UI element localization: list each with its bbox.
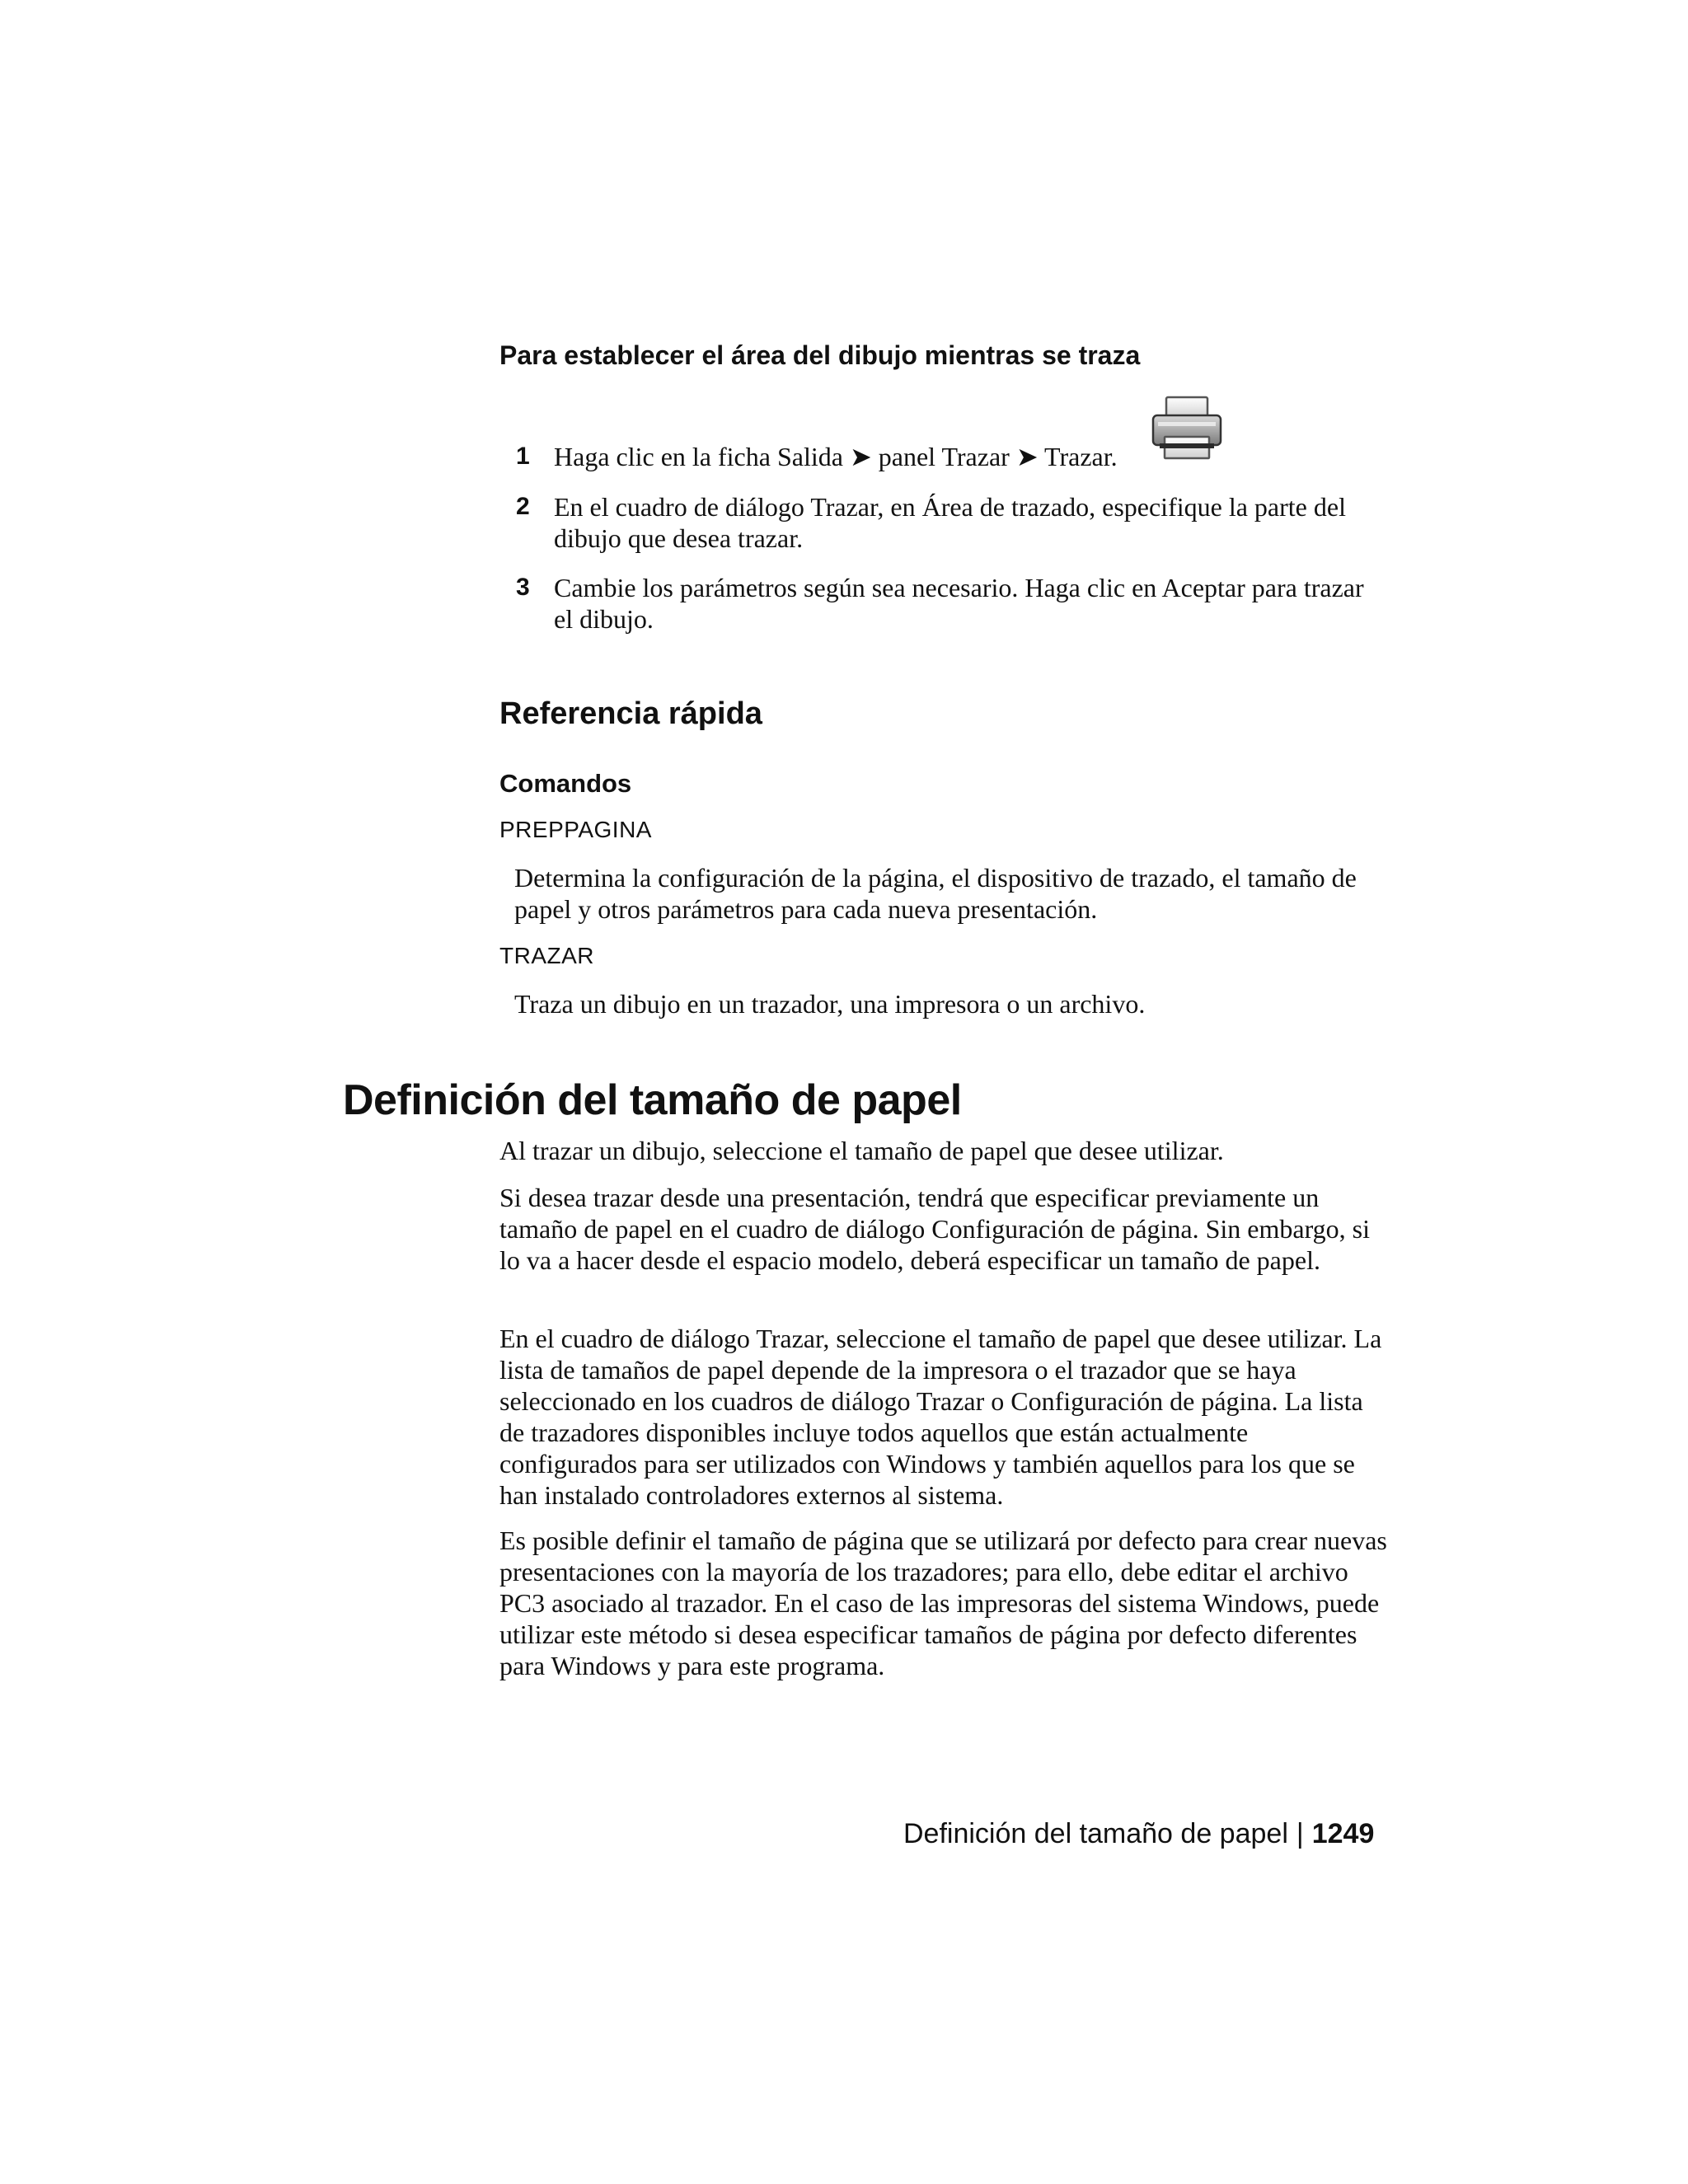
command-description: Determina la configuración de la página, el dispositivo de trazado, el tamaño de papel y otros parámetros para cada nueva presentación. (514, 863, 1357, 924)
step-number: 1 (516, 443, 530, 470)
command-name: PREPPAGINA (499, 817, 652, 842)
section-paragraph: En el cuadro de diálogo Trazar, seleccione el tamaño de papel que desee utilizar. La lista de tamaños de papel depende de la impresora o el trazador que se haya seleccionado en los cuadros de diálogo Trazar o Configuración de página. La lista de trazadores disponibles incluye todos aquellos que están actualmente configurados para ser utilizados con Windows y también aquellos para los que se han instalado controladores externos al sistema. (499, 1324, 1382, 1510)
command-description: Traza un dibujo en un trazador, una impresora o un archivo. (514, 989, 1146, 1019)
step-text: Cambie los parámetros según sea necesario. Haga clic en Aceptar para trazar el dibujo. (554, 573, 1364, 634)
procedure-title: Para establecer el área del dibujo mientras se traza (499, 340, 1141, 370)
step-number: 3 (516, 574, 530, 601)
section-paragraph: Al trazar un dibujo, seleccione el tamaño de papel que desee utilizar. (499, 1136, 1224, 1165)
footer-separator: | (1296, 1818, 1304, 1849)
section-paragraph: Si desea trazar desde una presentación, tendrá que especificar previamente un tamaño de papel en el cuadro de diálogo Configuración de página. Sin embargo, si lo va a hacer desde el espacio modelo, deberá especificar un tamaño de papel. (499, 1183, 1370, 1275)
command-name: TRAZAR (499, 943, 594, 968)
page-footer (903, 1818, 1374, 1850)
step-number: 2 (516, 493, 530, 520)
quick-reference-heading: Referencia rápida (499, 696, 762, 731)
section-heading: Definición del tamaño de papel (343, 1076, 962, 1124)
page-number: 1249 (1311, 1818, 1375, 1849)
printer-icon (1150, 394, 1224, 463)
step-text: En el cuadro de diálogo Trazar, en Área de trazado, especifique la parte del dibujo que desea trazar. (554, 492, 1346, 553)
section-paragraph: Es posible definir el tamaño de página que se utilizará por defecto para crear nuevas presentaciones con la mayoría de los trazadores; para ello, debe editar el archivo PC3 asociado al trazador. En el caso de las impresoras del sistema Windows, puede utilizar este método si desea especificar tamaños de página por defecto diferentes para Windows y para este programa. (499, 1526, 1387, 1680)
commands-heading: Comandos (499, 769, 632, 798)
running-title: Definición del tamaño de papel (903, 1818, 1288, 1849)
step-text: Haga clic en la ficha Salida ➤ panel Trazar ➤ Trazar. (554, 442, 1118, 471)
